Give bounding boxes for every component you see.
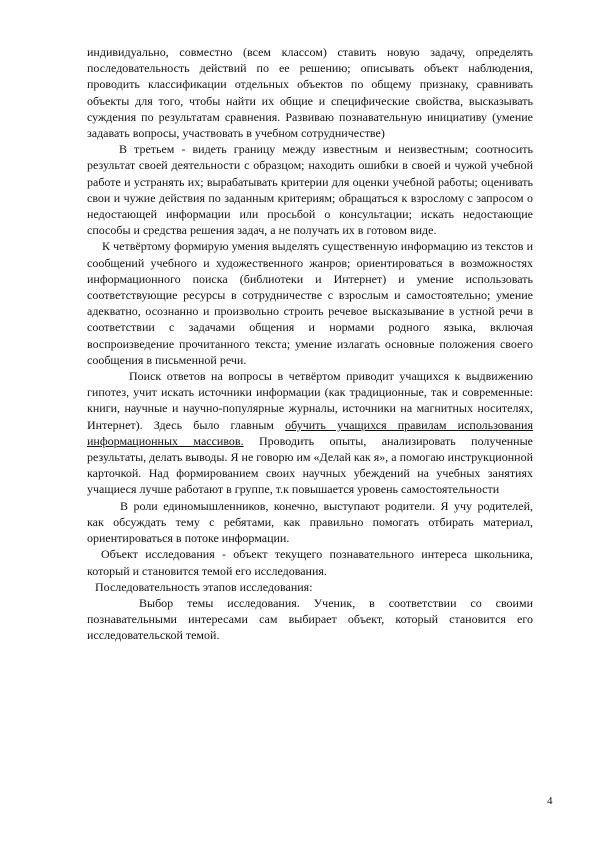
paragraph-4-text-a: Поиск ответов на вопросы в четвёртом приводит учащихся к выдвижению гипотез, учит искать источники информации (как традиционные, так и современные: книги, научные и научно-популярные журналы, источники на магнитных носителях, Интернет). Здесь было главным	[87, 369, 533, 432]
paragraph-7: Последовательность этапов исследования:	[95, 579, 313, 594]
document-body	[87, 44, 533, 644]
paragraph-6: Объект исследования - объект текущего познавательного интереса школьника, который и становится темой его исследования.	[87, 547, 533, 578]
paragraph-8: Выбор темы исследования. Ученик, в соответствии со своими познавательными интересами сам выбирает объект, который становится его исследовательской темой.	[87, 595, 533, 643]
page-number: 4	[547, 795, 553, 807]
paragraph-3: К четвёртому формирую умения выделять существенную информацию из текстов и сообщений учебного и художественного жанров; ориентироваться в возможностях информационного поиска (библиотеки и Интернет) и умение использовать соответствующие ресурсы в сотрудничестве с взрослым и самостоятельно; умение адекватно, осознанно и произвольно строить речевое высказывание в устной речи в соответствии с задачами общения и нормами родного языка, включая воспроизведение прочитанного текста; умение излагать основные положения своего сообщения в письменной речи.	[87, 239, 533, 367]
paragraph-4-text-b: Проводить опыты, анализировать полученные результаты, делать выводы. Я не говорю им «Делай как я», а помогаю инструкционной карточкой. Над формированием своих научных убеждений на учебных занятиях учащиеся лучше работают в группе, т.к повышается уровень самостоятельности	[87, 433, 533, 497]
paragraph-2: В третьем - видеть границу между известным и неизвестным; соотносить результат своей деятельности с образцом; находить ошибки в своей и чужой учебной работе и устранять их; вырабатывать критерии для оценки учебной работы; оценивать свои и чужие действия по заданным критериям; обращаться к взрослому с запросом о недостающей информации или просьбой о консультации; искать недостающие способы и средства решения задач, а не получать их в готовом виде.	[87, 142, 533, 238]
paragraph-1: индивидуально, совместно (всем классом) ставить новую задачу, определять последовательность действий по ее решению; описывать объект наблюдения, проводить классификации отдельных объектов по общему признаку, сравнивать объекты для того, чтобы найти их общие и специфические свойства, высказывать суждения по результатам сравнения. Развиваю познавательную инициативу (умение задавать вопросы, участвовать в учебном сотрудничестве)	[87, 45, 533, 141]
paragraph-4	[87, 368, 533, 498]
paragraph-4-underlined: обучить учащихся правилам использования информационных массивов.	[87, 417, 533, 448]
paragraph-5: В роли единомышленников, конечно, выступают родители. Я учу родителей, как обсуждать тему с ребятами, как правильно помогать отбирать материал, ориентироваться в потоке информации.	[87, 498, 533, 546]
